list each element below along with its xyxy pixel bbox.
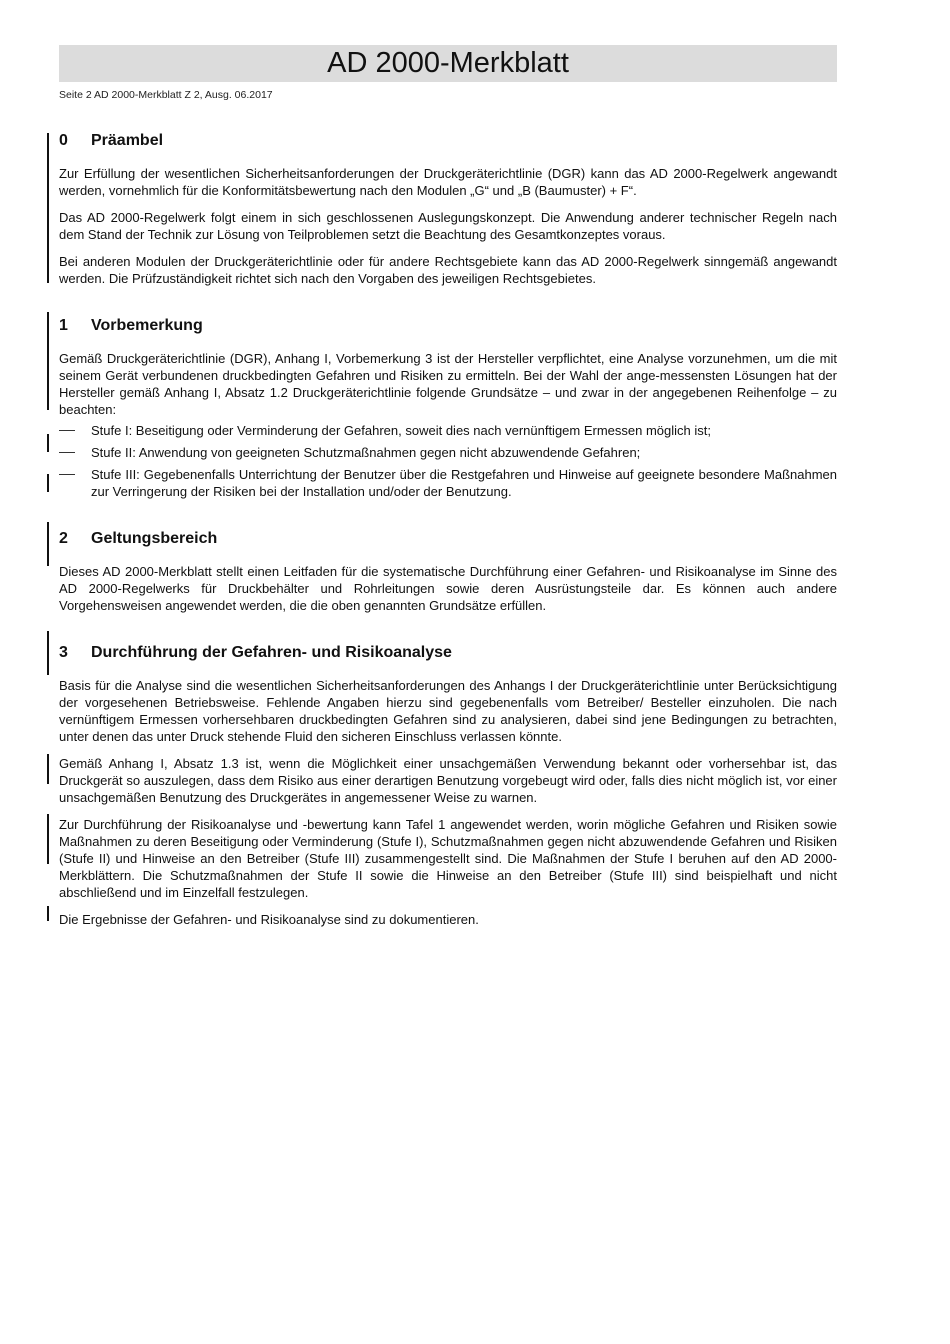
page-info: Seite 2 AD 2000-Merkblatt Z 2, Ausg. 06.2017 bbox=[59, 89, 273, 101]
section-number: 0 bbox=[59, 132, 68, 149]
section-title: Geltungsbereich bbox=[91, 530, 218, 547]
paragraph: Bei anderen Modulen der Druckgeräterichtlinie oder für andere Rechtsgebiete kann das AD 2000-Regelwerk sinngemäß angewandt werden. Die Prüfzuständigkeit richtet sich nach den Vorgaben des jeweiligen Rechtsgebietes. bbox=[59, 254, 837, 286]
change-bar bbox=[47, 434, 49, 452]
change-bar bbox=[47, 814, 49, 864]
paragraph: Dieses AD 2000-Merkblatt stellt einen Leitfaden für die systematische Durchführung einer Gefahren- und Risikoanalyse im Sinne des AD 2000-Regelwerks für Druckbehälter und Rohrleitungen sowie deren Ausrüstungsteile dar. Es können auch andere Vorgehensweisen angewendet werden, die die oben genannten Grundsätze erfüllen. bbox=[59, 564, 837, 613]
section-heading bbox=[59, 315, 837, 337]
section-title: Durchführung der Gefahren- und Risikoanalyse bbox=[91, 644, 452, 661]
section-risk-analysis bbox=[59, 642, 837, 928]
change-bar bbox=[47, 754, 49, 784]
paragraph: Basis für die Analyse sind die wesentlichen Sicherheitsanforderungen des Anhangs I der Druckgeräterichtlinie unter Berücksichtigung der vorgesehenen Betriebsweise. Fehlende Angaben hierzu sind gegebenenfalls vom Betreiber/ Besteller einzuholen. Die nach vernünftigem Ermessen vorhersehbaren druckbedingten Gefahren sind zu analysieren, dabei sind jene Bedingungen zu betrachten, unter denen das unter Druck stehende Fluid den sicheren Einschluss verlassen könnte. bbox=[59, 678, 837, 744]
dash-bullet-icon bbox=[59, 474, 75, 475]
section-scope bbox=[59, 528, 837, 614]
document-body bbox=[59, 130, 837, 938]
section-heading bbox=[59, 642, 837, 664]
list-item-text: Stufe I: Beseitigung oder Verminderung der Gefahren, soweit dies nach vernünftigem Ermessen möglich ist; bbox=[91, 423, 711, 438]
change-bar bbox=[47, 522, 49, 566]
change-bar bbox=[47, 631, 49, 675]
change-bar bbox=[47, 312, 49, 410]
list-item bbox=[59, 444, 837, 461]
list-item-text: Stufe II: Anwendung von geeigneten Schutzmaßnahmen gegen nicht abzuwendende Gefahren; bbox=[91, 445, 641, 460]
section-heading bbox=[59, 528, 837, 550]
dash-bullet-icon bbox=[59, 452, 75, 453]
list-item bbox=[59, 422, 837, 439]
paragraph: Zur Erfüllung der wesentlichen Sicherheitsanforderungen der Druckgeräterichtlinie (DGR) kann das AD 2000-Regelwerk angewandt werden, vornehmlich für die Konformitätsbewertung nach den Modulen „G“ und „B (Baumuster) + F“. bbox=[59, 166, 837, 198]
paragraph: Gemäß Druckgeräterichtlinie (DGR), Anhang I, Vorbemerkung 3 ist der Hersteller verpflichtet, eine Analyse vorzunehmen, um die mit seinem Gerät verbundenen druckbedingten Gefahren und Risiken zu ermitteln. Bei der Wahl der ange-messensten Lösungen hat der Hersteller gemäß Anhang I, Absatz 1.2 Druckgeräterichtlinie folgende Grundsätze – und zwar in der angegebenen Reihenfolge – zu beachten: bbox=[59, 351, 837, 417]
paragraph: Die Ergebnisse der Gefahren- und Risikoanalyse sind zu dokumentieren. bbox=[59, 912, 479, 927]
section-title: Präambel bbox=[91, 132, 164, 149]
list-item bbox=[59, 466, 837, 500]
change-bar bbox=[47, 133, 49, 283]
section-number: 2 bbox=[59, 530, 68, 547]
paragraph: Das AD 2000-Regelwerk folgt einem in sich geschlossenen Auslegungskonzept. Die Anwendung anderer technischer Regeln nach dem Stand der Technik zur Lösung von Teilproblemen setzt die Beachtung des Gesamtkonzeptes voraus. bbox=[59, 210, 837, 242]
section-number: 1 bbox=[59, 317, 68, 334]
section-title: Vorbemerkung bbox=[91, 317, 203, 334]
section-preliminary-remark bbox=[59, 315, 837, 500]
section-number: 3 bbox=[59, 644, 68, 661]
dash-bullet-icon bbox=[59, 430, 75, 431]
list-item-text: Stufe III: Gegebenenfalls Unterrichtung der Benutzer über die Restgefahren und Hinweise auf geeignete besondere Maßnahmen zur Verringerung der Risiken bei der Installation und/oder der Benutzung. bbox=[91, 467, 837, 499]
principles-list bbox=[59, 422, 837, 500]
section-heading bbox=[59, 130, 837, 152]
paragraph: Gemäß Anhang I, Absatz 1.3 ist, wenn die Möglichkeit einer unsachgemäßen Verwendung bekannt oder vorhersehbar ist, das Druckgerät so auszulegen, dass dem Risiko aus einer derartigen Benutzung vorgebeugt wird oder, falls dies nicht möglich ist, vor einer unsachgemäßen Benutzung des Druckgerätes in angemessener Weise zu warnen. bbox=[59, 756, 837, 805]
document-banner-title: AD 2000-Merkblatt bbox=[59, 45, 837, 82]
section-preamble bbox=[59, 130, 837, 287]
change-bar bbox=[47, 906, 49, 921]
paragraph: Zur Durchführung der Risikoanalyse und -bewertung kann Tafel 1 angewendet werden, worin mögliche Gefahren und Risiken sowie Maßnahmen zu deren Beseitigung oder Verminderung (Stufe I), Schutzmaßnahmen gegen nicht abzuwendende Gefahren und Risiken (Stufe II) und Hinweise an den Betreiber (Stufe III) zusammengestellt sind. Die Maßnahmen der Stufe I beruhen auf den AD 2000-Merkblättern. Die Schutzmaßnahmen der Stufe II sowie die Hinweise an den Betreiber (Stufe III) sind beispielhaft und nicht abschließend und im Einzelfall festzulegen. bbox=[59, 817, 837, 900]
change-bar bbox=[47, 474, 49, 492]
